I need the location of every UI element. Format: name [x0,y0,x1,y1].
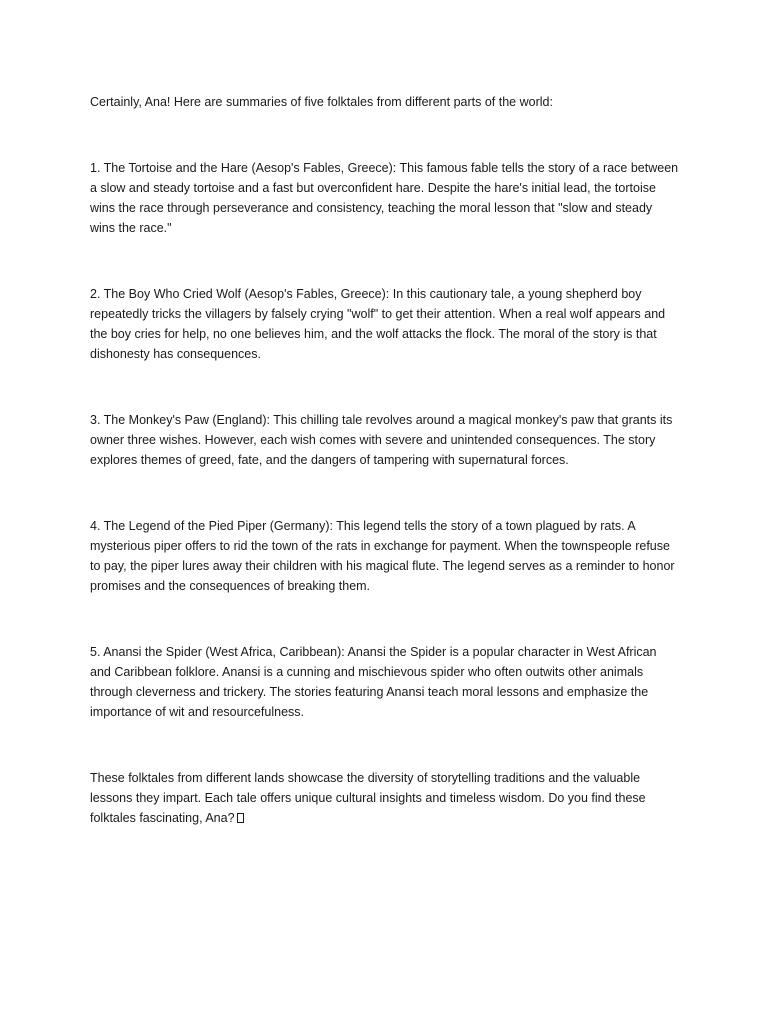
folktale-item-3: 3. The Monkey's Paw (England): This chilling tale revolves around a magical monkey's paw that grants its owner three wishes. However, each wish comes with severe and unintended consequences. The story explores themes of greed, fate, and the dangers of tampering with supernatural forces. [90,413,673,467]
intro-paragraph: Certainly, Ana! Here are summaries of five folktales from different parts of the world: [90,95,553,109]
document-body [90,92,680,828]
closing-paragraph [90,768,680,828]
missing-glyph-icon [237,813,244,823]
folktale-item-5: 5. Anansi the Spider (West Africa, Caribbean): Anansi the Spider is a popular character in West African and Caribbean folklore. Anansi is a cunning and mischievous spider who often outwits other animals through cleverness and trickery. The stories featuring Anansi teach moral lessons and emphasize the importance of wit and resourcefulness. [90,645,657,719]
folktale-item-4: 4. The Legend of the Pied Piper (Germany): This legend tells the story of a town plagued by rats. A mysterious piper offers to rid the town of the rats in exchange for payment. When the townspeople refuse to pay, the piper lures away their children with his magical flute. The legend serves as a reminder to honor promises and the consequences of breaking them. [90,519,675,593]
folktale-item-2: 2. The Boy Who Cried Wolf (Aesop's Fables, Greece): In this cautionary tale, a young shepherd boy repeatedly tricks the villagers by falsely crying "wolf" to get their attention. When a real wolf appears and the boy cries for help, no one believes him, and the wolf attacks the flock. The moral of the story is that dishonesty has consequences. [90,287,666,361]
closing-text: These folktales from different lands showcase the diversity of storytelling traditions and the valuable lessons they impart. Each tale offers unique cultural insights and timeless wisdom. Do you find these folktales fascinating, Ana? [90,771,646,825]
folktale-item-1: 1. The Tortoise and the Hare (Aesop's Fables, Greece): This famous fable tells the story of a race between a slow and steady tortoise and a fast but overconfident hare. Despite the hare's initial lead, the tortoise wins the race through perseverance and consistency, teaching the moral lesson that "slow and steady wins the race." [90,161,679,235]
